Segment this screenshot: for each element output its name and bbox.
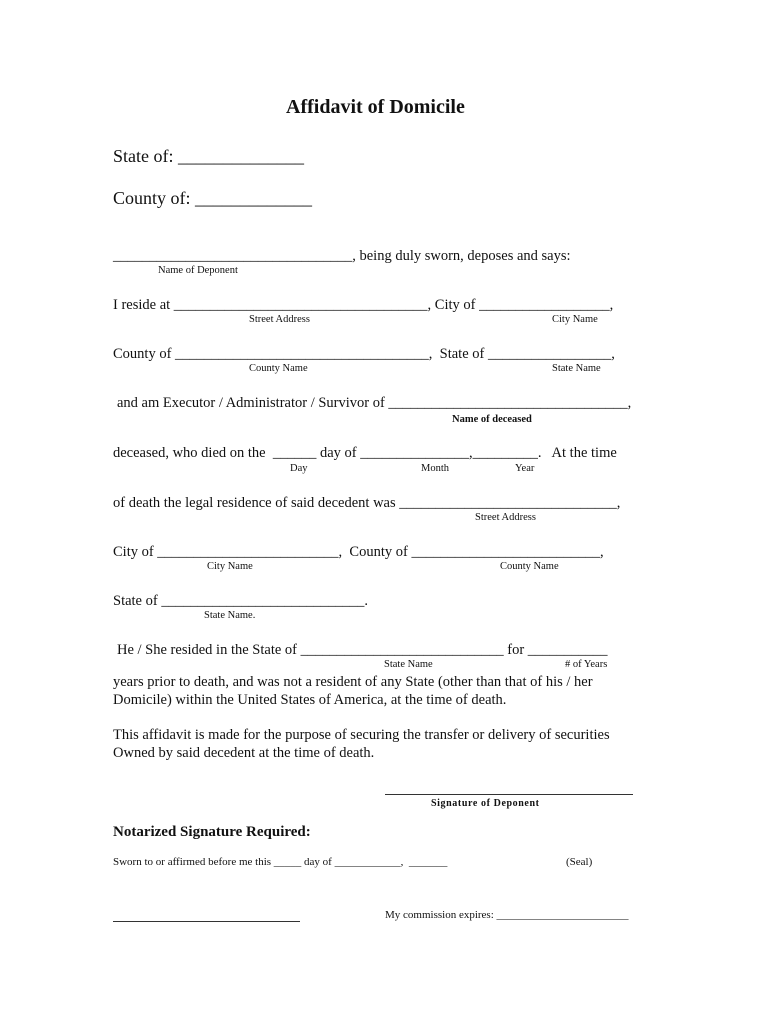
notary-heading: Notarized Signature Required: (113, 824, 311, 840)
years-prior-line-2: Domicile) within the United States of America, at the time of death. (113, 692, 507, 708)
sworn-line: Sworn to or affirmed before me this _____ day of ____________, _______ (113, 856, 448, 868)
purpose-line-2: Owned by said decedent at the time of death. (113, 745, 375, 761)
county-name-caption: County Name (249, 363, 308, 374)
month-caption: Month (421, 463, 450, 474)
document-title: Affidavit of Domicile (286, 96, 465, 118)
state-name-caption: State Name (552, 363, 601, 374)
deponent-line: _________________________________, being duly sworn, deposes and says: (113, 248, 571, 264)
resided-state-caption: State Name (384, 659, 433, 670)
city-name-caption: City Name (207, 561, 253, 572)
state-of-caption: State Name. (204, 610, 256, 621)
signature-line (385, 794, 633, 795)
purpose-line-1: This affidavit is made for the purpose of securing the transfer or delivery of securities (113, 727, 610, 743)
years-caption: # of Years (565, 659, 608, 670)
resided-line: He / She resided in the State of ____________________________ for ___________ (117, 642, 608, 658)
seal-label: (Seal) (566, 856, 593, 868)
reside-city-caption: City Name (552, 314, 598, 325)
legal-residence-line: of death the legal residence of said decedent was ______________________________, (113, 495, 621, 511)
day-caption: Day (290, 463, 308, 474)
reside-line: I reside at ___________________________________, City of __________________, (113, 297, 614, 313)
years-prior-line-1: years prior to death, and was not a resident of any State (other than that of his / her (113, 674, 593, 690)
signature-caption: Signature of Deponent (431, 798, 540, 809)
county-field: County of: _____________ (113, 188, 313, 208)
state-field: State of: ______________ (113, 146, 304, 166)
city-county-line: City of _________________________, County of __________________________, (113, 544, 604, 560)
deceased-name-caption: Name of deceased (452, 414, 532, 425)
year-caption: Year (515, 463, 535, 474)
notary-signature-line (113, 921, 300, 922)
county-state-line: County of ___________________________________, State of _________________, (113, 346, 615, 362)
executor-line: and am Executor / Administrator / Survivor of _________________________________, (117, 395, 632, 411)
deponent-caption: Name of Deponent (158, 265, 238, 276)
reside-street-caption: Street Address (249, 314, 310, 325)
county-name-caption-2: County Name (500, 561, 559, 572)
residence-street-caption: Street Address (475, 512, 536, 523)
state-of-line: State of ____________________________. (113, 593, 368, 609)
commission-expires-line: My commission expires: ________________________ (385, 909, 629, 921)
died-line: deceased, who died on the ______ day of _______________,_________. At the time (113, 445, 617, 461)
